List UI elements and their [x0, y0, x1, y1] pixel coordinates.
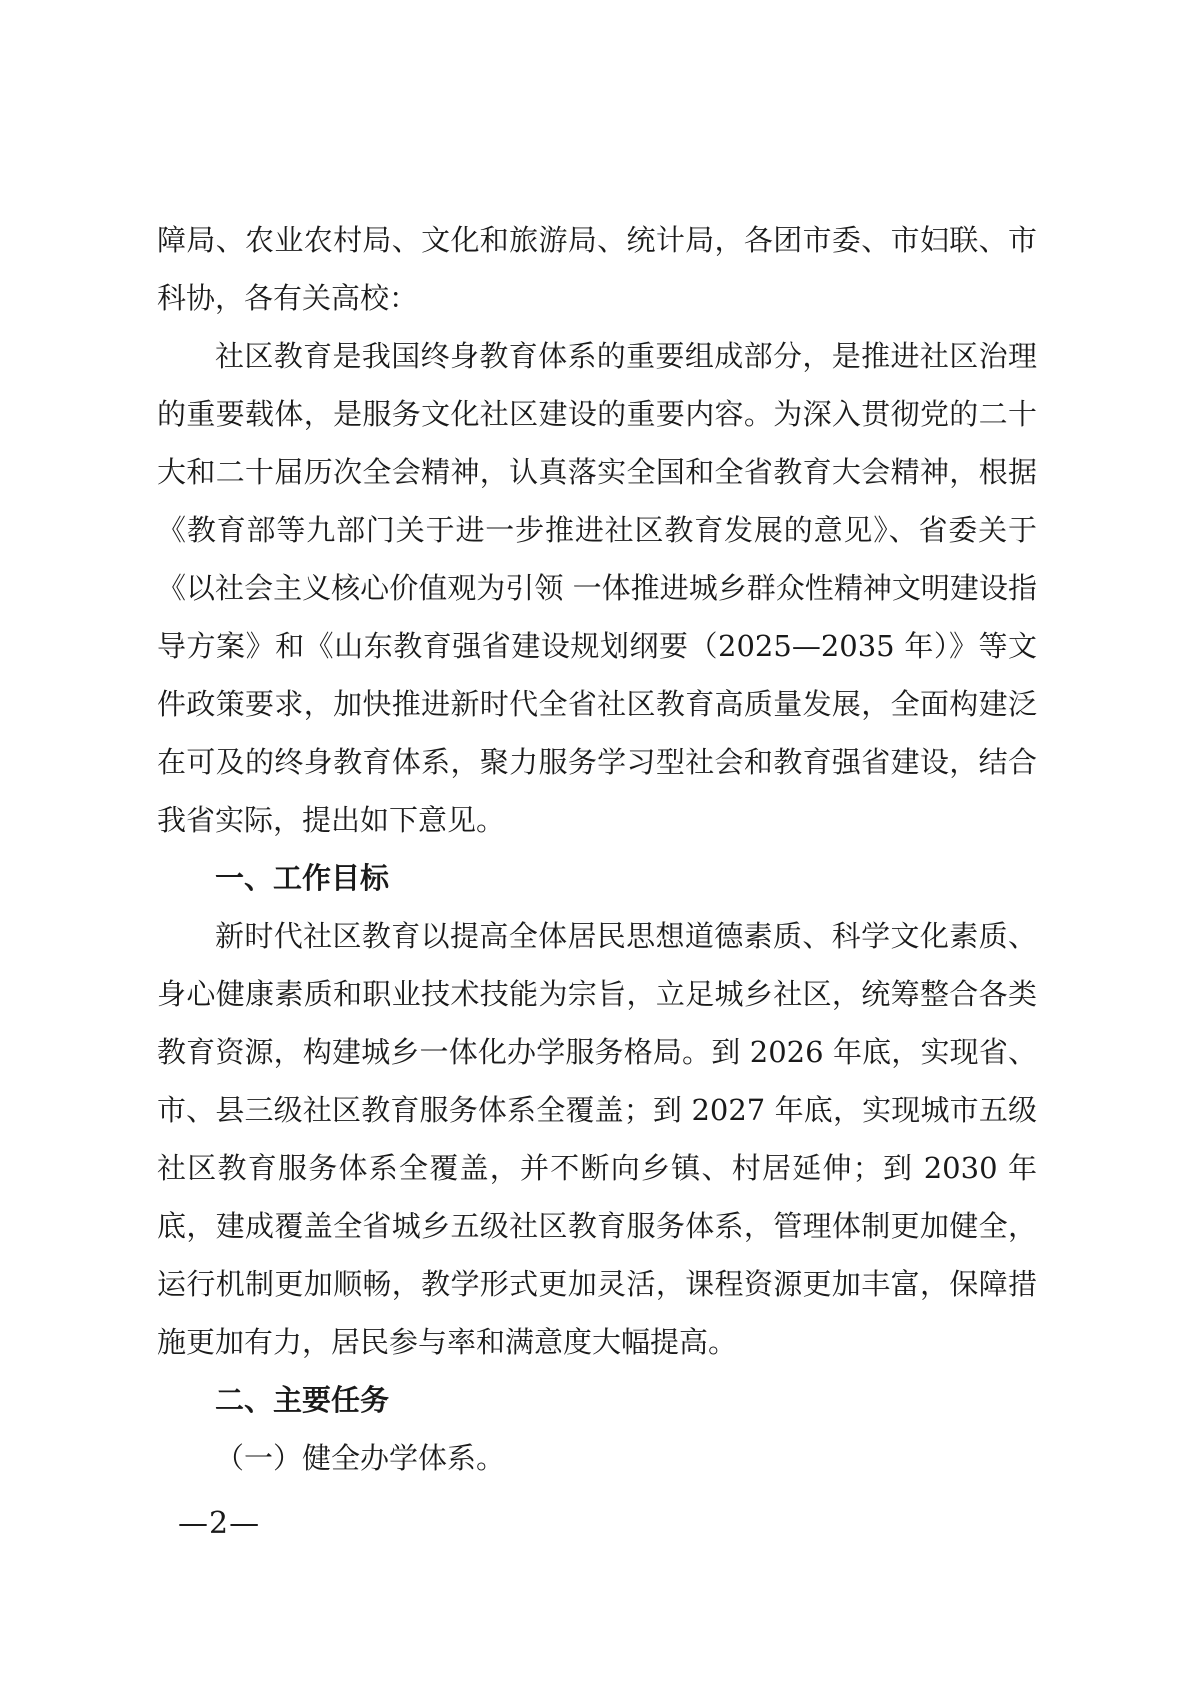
- subsection-heading-system: （一）健全办学体系。: [215, 1441, 506, 1475]
- paragraph-intro: 社区教育是我国终身教育体系的重要组成部分，是推进社区治理的重要载体，是服务文化社区建设的重要内容。为深入贯彻党的二十大和二十届历次全会精神，认真落实全国和全省教育大会精神，根据《教育部等九部门关于进一步推进社区教育发展的意见》、省委关于《以社会主义核心价值观为引领 一体推进城乡群众性精神文明建设指导方案》和《山东教育强省建设规划纲要（2025—2035 年）》等文件政策要求，加快推进新时代全省社区教育高质量发展，全面构建泛在可及的终身教育体系，聚力服务学习型社会和教育强省建设，结合我省实际，提出如下意见。: [157, 339, 1037, 837]
- section-heading-tasks: 二、主要任务: [215, 1383, 390, 1417]
- paragraph-recipients: 障局、农业农村局、文化和旅游局、统计局，各团市委、市妇联、市科协，各有关高校：: [157, 223, 1037, 315]
- page-number: —2—: [178, 1506, 261, 1541]
- paragraph-goals: 新时代社区教育以提高全体居民思想道德素质、科学文化素质、身心健康素质和职业技术技能为宗旨，立足城乡社区，统筹整合各类教育资源，构建城乡一体化办学服务格局。到 2026 年底，实现省、市、县三级社区教育服务体系全覆盖；到 2027 年底，实现城市五级社区教育服务体系全覆盖，并不断向乡镇、村居延伸；到 2030 年底，建成覆盖全省城乡五级社区教育服务体系，管理体制更加健全，运行机制更加顺畅，教学形式更加灵活，课程资源更加丰富，保障措施更加有力，居民参与率和满意度大幅提高。: [157, 919, 1037, 1359]
- section-heading-goals: 一、工作目标: [215, 861, 390, 895]
- document-body: [157, 211, 1037, 1487]
